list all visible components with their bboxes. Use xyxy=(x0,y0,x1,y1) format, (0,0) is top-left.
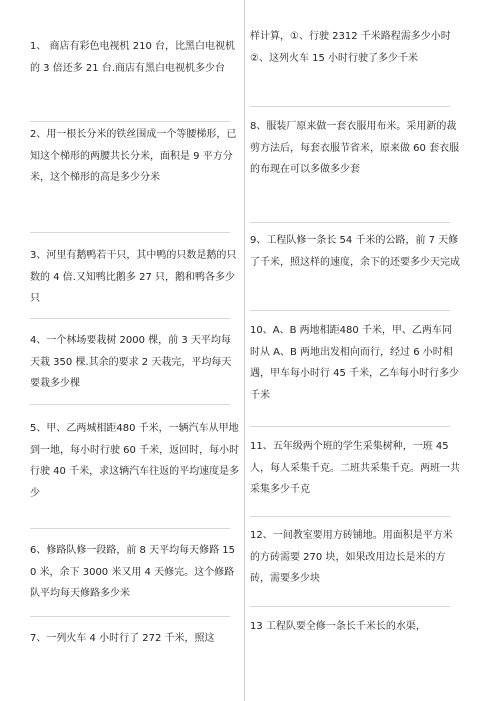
problem-7-continued: 样计算，①、行驶 2312 千米路程需多少小时②、这列火车 15 小时行驶了多少千米 xyxy=(250,31,451,64)
problem-9: 9、工程队修一条长 54 千米的公路，前 7 天修了千米，照这样的速度，余下的还要多少天完成 xyxy=(250,235,460,268)
separator xyxy=(30,616,230,617)
separator xyxy=(250,106,450,107)
separator xyxy=(30,528,230,529)
problem-8: 8、服装厂原来做一套衣服用布米。采用新的裁剪方法后，每套衣服节省米，原来做 60 套衣服的布现在可以多做多少套 xyxy=(250,121,460,175)
problem-12: 12、一间教室要用方砖铺地。用面积是平方米的方砖需要 270 块，如果改用边长是米的方砖，需要多少块 xyxy=(250,530,453,584)
separator xyxy=(30,404,230,405)
separator xyxy=(250,606,450,607)
column-divider xyxy=(244,0,245,701)
separator xyxy=(250,310,450,311)
problem-5: 5、甲、乙两城相距480 千米，一辆汽车从甲地到一地，每小时行驶 60 千米，返回时，每小时行驶 40 千米，求这辆汽车往返的平均速度是多少 xyxy=(30,423,240,499)
separator xyxy=(30,318,230,319)
separator xyxy=(250,222,450,223)
problem-1: 1、 商店有彩色电视机 210 台，比黑白电视机的 3 倍还多 21 台.商店有黑白电视机多少台 xyxy=(30,41,235,74)
problem-11: 11、五年级两个班的学生采集树种，一班 45 人，每人采集千克。二班共采集千克。两班一共采集多少千克 xyxy=(250,441,460,495)
problem-2: 2、用一根长分米的铁丝围成一个等腰梯形，已知这个梯形的两腰共长分米，面积是 9 平方分米，这个梯形的高是多少分米 xyxy=(30,129,237,183)
separator xyxy=(30,232,230,233)
problem-6: 6、修路队修一段路，前 8 天平均每天修路 150 米，余下 3000 米又用 4 天修完。这个修路队平均每天修路多少米 xyxy=(30,545,235,599)
problem-10: 10、A、B 两地相距480 千米，甲、乙两车同时从 A、B 两地出发相向而行，经过 6 小时相遇，甲车每小时行 45 千米，乙车每小时行多少千米 xyxy=(250,325,460,401)
separator xyxy=(250,516,450,517)
problem-3: 3、河里有鹅鸭若干只，其中鸭的只数是鹅的只数的 4 倍.又知鸭比鹅多 27 只，鹅和鸭各多少只 xyxy=(30,250,237,304)
separator xyxy=(250,426,450,427)
separator xyxy=(30,121,230,122)
problem-13: 13 工程队要全修一条长千米长的水渠， xyxy=(250,621,426,632)
problem-4: 4、一个林场要栽树 2000 棵，前 3 天平均每天栽 350 棵.其余的要求 2 天栽完，平均每天要栽多少棵 xyxy=(30,335,232,389)
problem-7: 7、一列火车 4 小时行了 272 千米，照这 xyxy=(30,633,215,644)
